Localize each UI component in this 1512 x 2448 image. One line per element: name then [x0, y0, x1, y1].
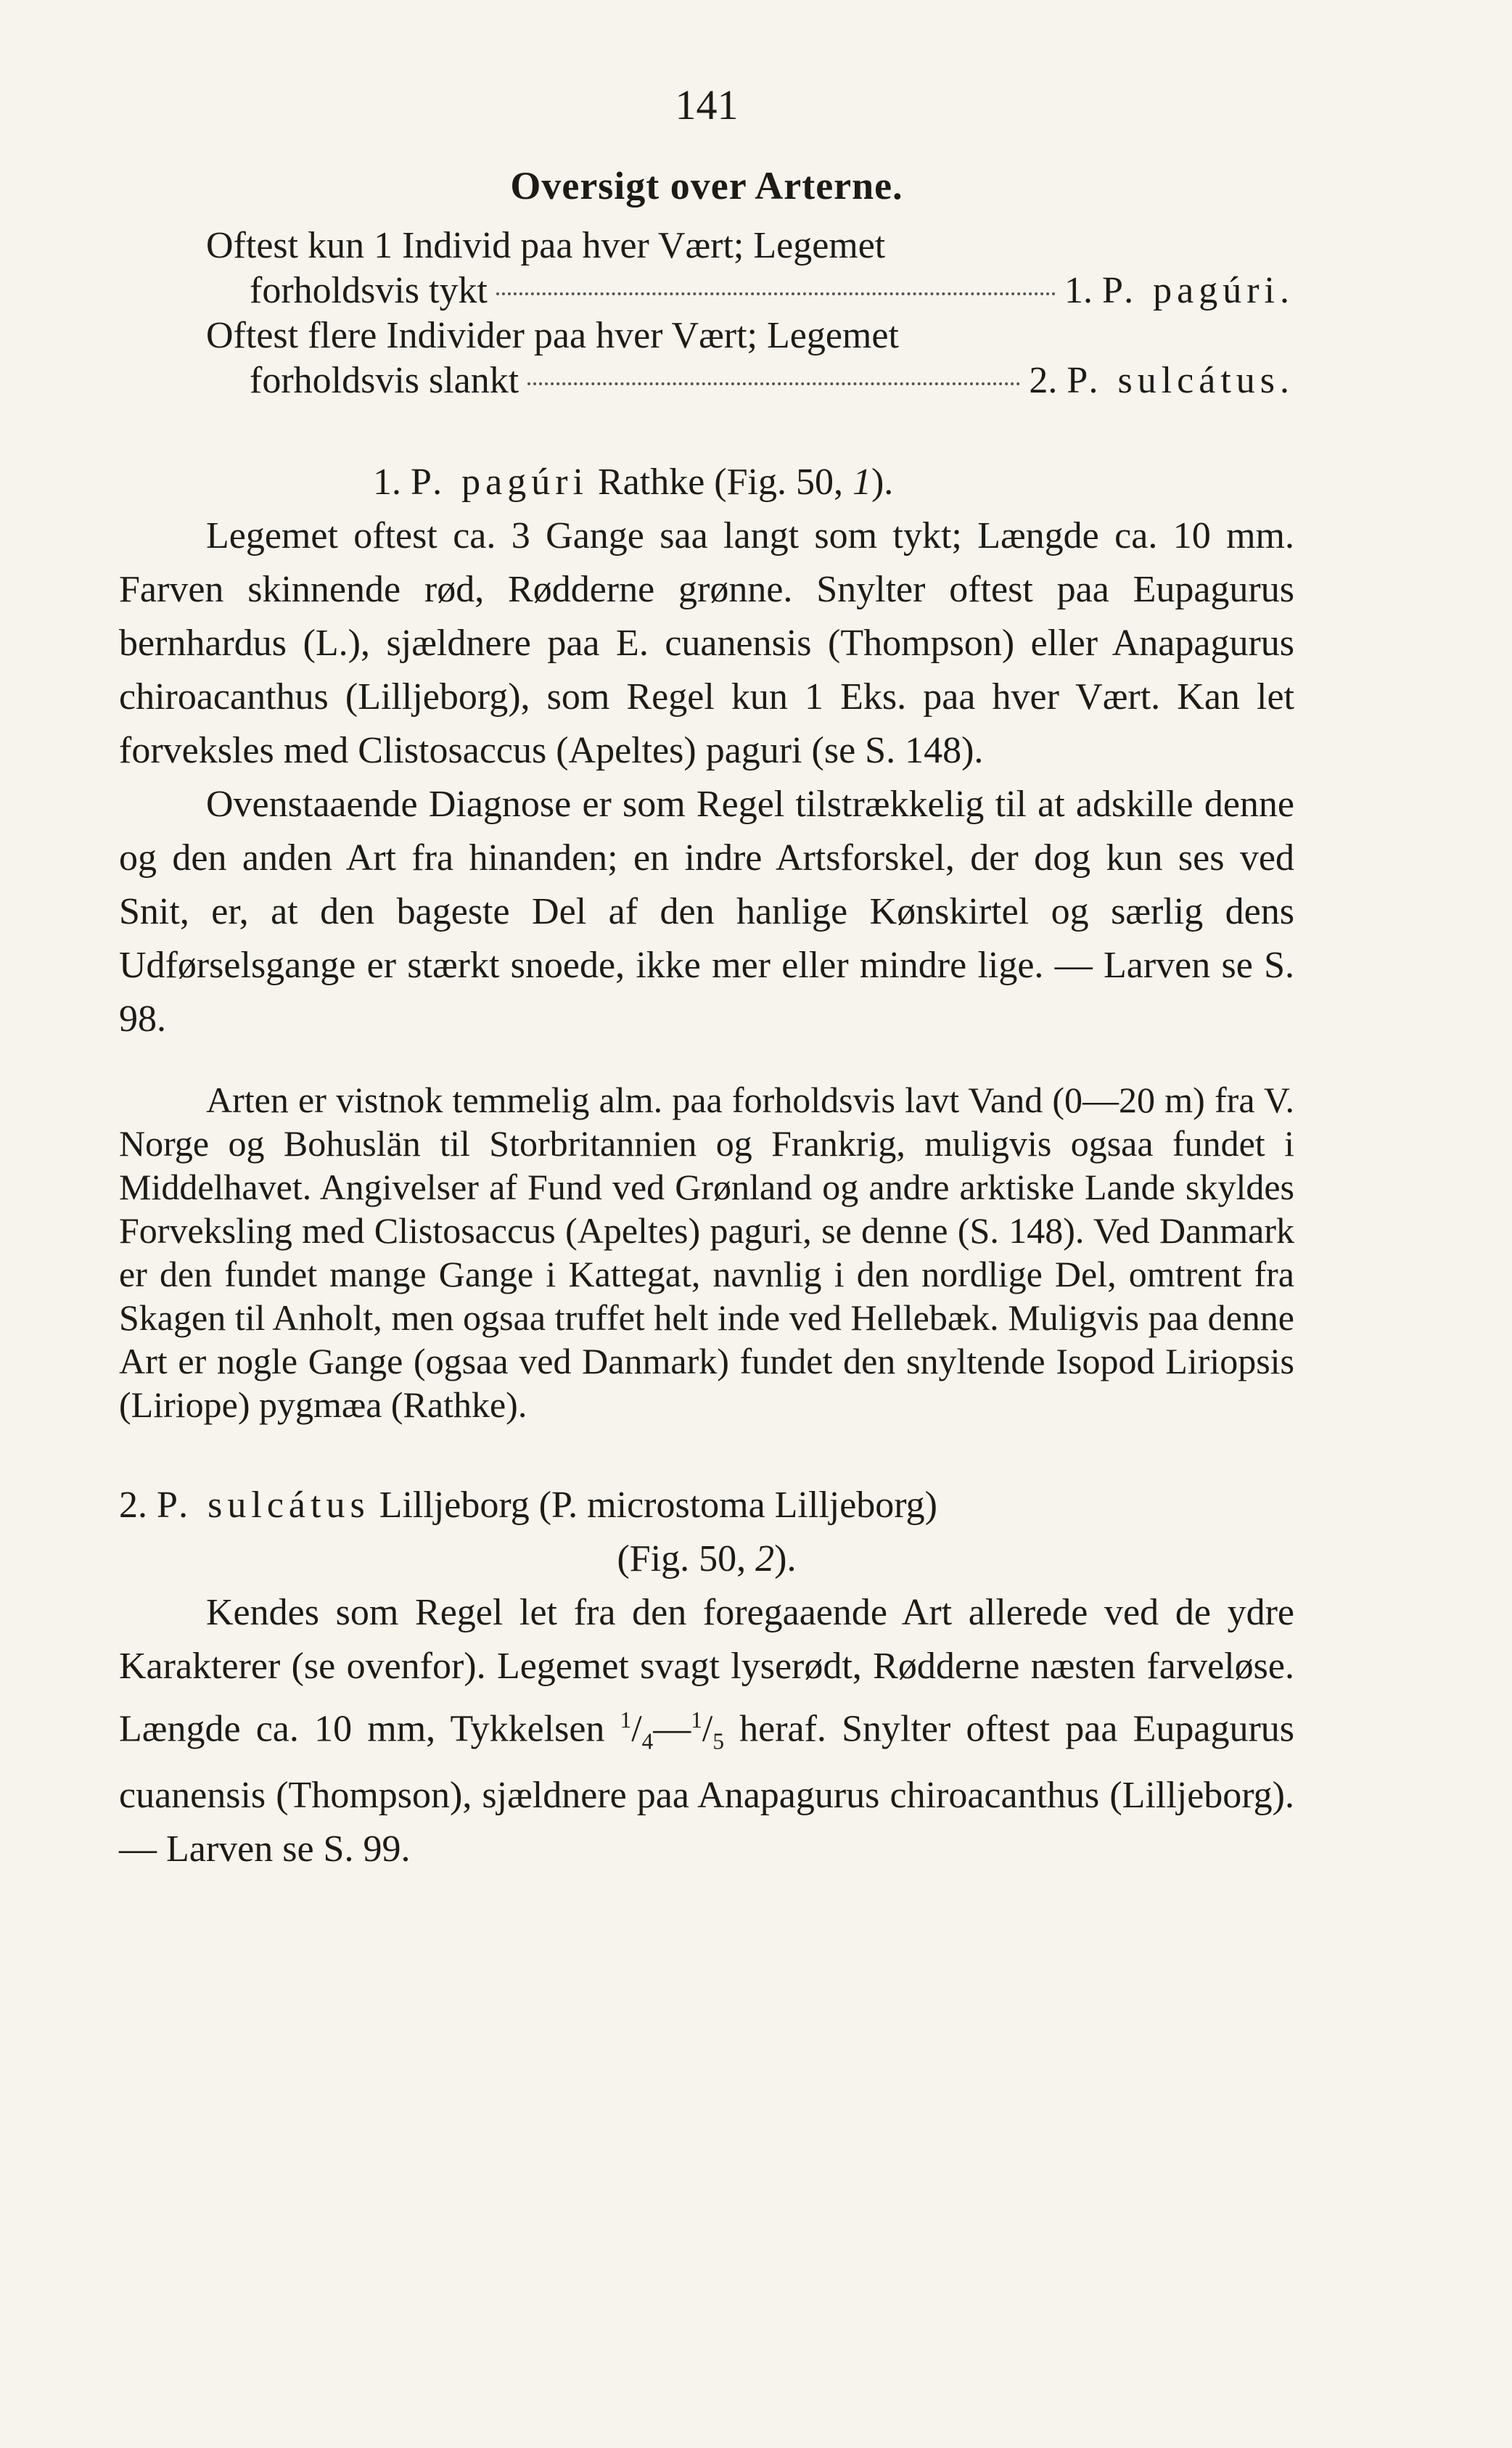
key-line-1b: forholdsvis tykt	[250, 270, 488, 312]
key-line-2a: Oftest flere Individer paa hver Vært; Legemet	[206, 315, 899, 357]
leader-dots	[527, 382, 1020, 385]
species-1-diagnosis: Ovenstaaende Diagnose er som Regel tilstrækkelig til at adskille denne og den anden Art fra hinanden; en indre Artsforskel, der dog kun ses ved Snit, er, at den bageste Del af den hanlige Kønskirtel og særlig dens Udførselsgange er stærkt snoede, ikke mer eller mindre lige. — Larven se S. 98.	[119, 784, 1294, 1040]
page-title: Oversigt over Arterne.	[510, 163, 903, 208]
species-2-heading: 2. P. sulcátus Lilljeborg (P. microstoma Lilljeborg)	[119, 1484, 937, 1527]
species-1-description: Legemet oftest ca. 3 Gange saa langt som tykt; Længde ca. 10 mm. Farven skinnende rød, Rødderne grønne. Snylter oftest paa Eupagurus bernhardus (L.), sjældnere paa E. cuanensis (Thompson) eller Anapagurus chiroacanthus (Lilljeborg), som Regel kun 1 Eks. paa hver Vært. Kan let forveksles med Clistosaccus (Apeltes) paguri (se S. 148).	[119, 515, 1294, 772]
species-1-distribution: Arten er vistnok temmelig alm. paa forholdsvis lavt Vand (0—20 m) fra V. Norge og Bohuslän til Storbritannien og Frankrig, muligvis ogsaa fundet i Middelhavet. Angivelser af Fund ved Grønland og andre arktiske Lande skyldes Forveksling med Clistosaccus (Apeltes) paguri, se denne (S. 148). Ved Danmark er den fundet mange Gange i Kattegat, navnlig i den nordlige Del, omtrent fra Skagen til Anholt, men ogsaa truffet helt inde ved Hellebæk. Muligvis paa denne Art er nogle Gange (ogsaa ved Danmark) fundet den snyltende Isopod Liriopsis (Liriope) pygmæa (Rathke).	[119, 1080, 1294, 1426]
key-row-2	[119, 358, 1294, 403]
species-2-heading-fig: (Fig. 50, 2).	[617, 1538, 797, 1580]
species-1-heading: 1. P. pagúri Rathke (Fig. 50, 1).	[373, 461, 894, 504]
key-line-2b: forholdsvis slankt	[250, 360, 519, 402]
species-2-description: Kendes som Regel let fra den foregaaende Art allerede ved de ydre Karakterer (se ovenfor). Legemet svagt lyserødt, Rødderne næsten farveløse. Længde ca. 10 mm, Tykkelsen $^1/_4—^1/_5$ heraf. Snylter oftest paa Eupagurus cuanensis (Thompson), sjældnere paa Anapagurus chiroacanthus (Lilljeborg). — Larven se S. 99.	[119, 1592, 1294, 1870]
leader-dots	[496, 292, 1056, 295]
key-result-2: 2. P. sulcátus.	[1029, 360, 1294, 402]
species-key	[119, 223, 1294, 403]
key-line-1a: Oftest kun 1 Individ paa hver Vært; Legemet	[206, 225, 886, 267]
key-result-1: 1. P. pagúri.	[1064, 270, 1294, 312]
page-number: 141	[675, 81, 739, 128]
key-row-1	[119, 268, 1294, 313]
page	[119, 80, 1294, 1876]
